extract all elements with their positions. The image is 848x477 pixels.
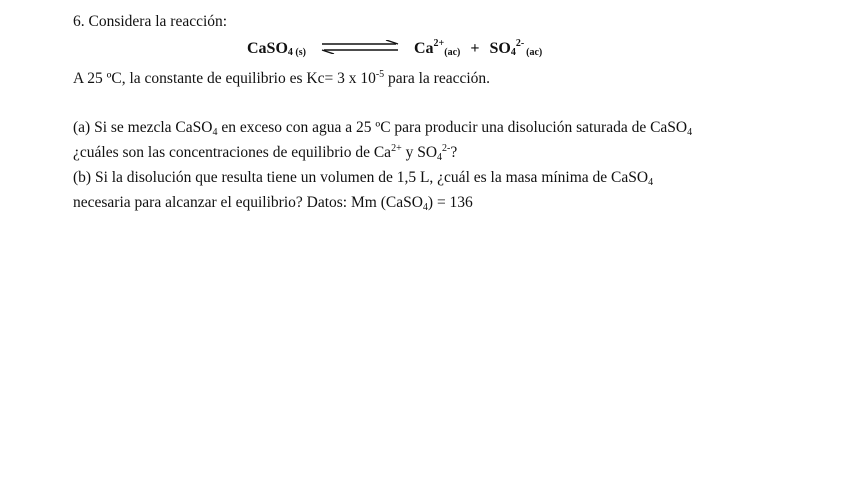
subscript: 4	[212, 127, 218, 138]
superscript: 2-	[442, 143, 451, 154]
part-b-text: necesaria para alcanzar el equilibrio? Datos: Mm (CaSO	[73, 194, 423, 211]
problem-title: 6. Considera la reacción:	[73, 13, 228, 30]
subscript: 4	[422, 202, 428, 213]
part-a-line1	[73, 118, 692, 138]
part-b-text: (b) Si la disolución que resulta tiene un volumen de 1,5 L, ¿cuál es la masa mínima de CaSO	[73, 169, 649, 186]
kc-text-before: A 25 ºC, la constante de equilibrio es Kc= 3 x 10	[73, 70, 376, 87]
product-calcium-ion: Ca $^{2+}$ $_{(ac)}$	[413, 38, 461, 58]
kc-exponent: -5	[375, 69, 385, 80]
reactant-caso4: CaSO $_{4 (s)}$	[247, 40, 306, 58]
superscript: 2+	[391, 143, 402, 154]
part-b-line1	[73, 168, 653, 188]
subscript: 4	[437, 152, 443, 163]
part-a-text: en exceso con agua a 25 ºC para producir una disolución saturada de CaSO	[217, 119, 688, 136]
part-b-text: ) = 136	[427, 194, 473, 211]
part-b-line2	[73, 193, 473, 213]
part-a-line2	[73, 143, 457, 163]
kc-text-after: para la reacción.	[384, 70, 491, 87]
subscript: 4	[648, 177, 654, 188]
product1-formula: Ca	[413, 40, 434, 57]
reactant-formula: CaSO	[247, 40, 288, 57]
product2-formula: SO	[489, 40, 511, 57]
part-a-text: y SO	[401, 144, 438, 161]
product-sulfate-ion: SO $_4$ $^{2-}$ $_{(ac)}$	[489, 38, 543, 58]
kc-statement	[73, 69, 490, 89]
plus-sign: +	[470, 40, 480, 57]
equilibrium-arrow-icon	[320, 40, 400, 54]
part-a-text: (a) Si se mezcla CaSO	[73, 119, 213, 136]
part-a-text: ?	[450, 144, 458, 161]
chemical-equation	[247, 38, 542, 60]
part-a-text: ¿cuáles son las concentraciones de equilibrio de Ca	[73, 144, 392, 161]
subscript: 4	[687, 127, 693, 138]
